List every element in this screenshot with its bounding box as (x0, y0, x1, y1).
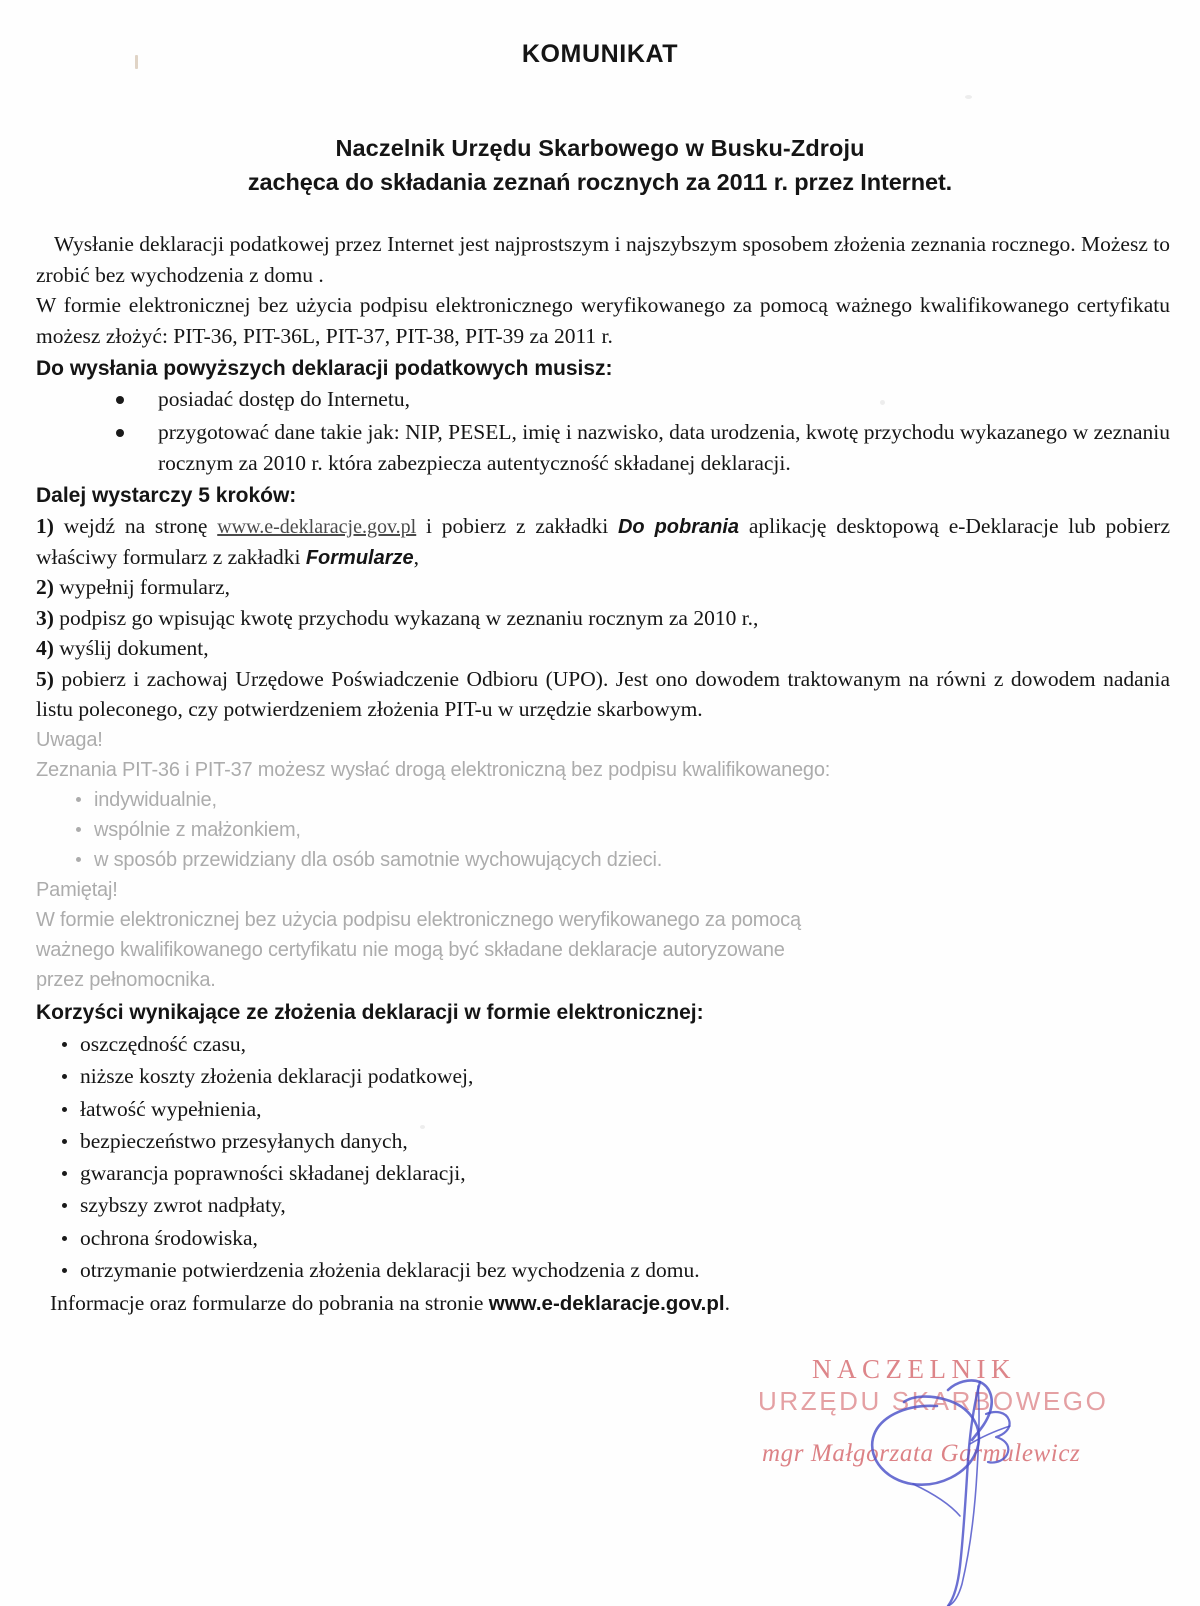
step-text-after: aplikację desktopową e-Deklaracje lub pobierz właściwy formularz z zakładki (36, 514, 1171, 569)
step-item-5 (36, 664, 1170, 725)
step-text: podpisz go wpisując kwotę przychodu wykazaną w zeznaniu rocznym za 2010 r., (53, 605, 759, 630)
step-text: wyślij dokument, (53, 636, 209, 661)
step-item-3 (36, 603, 1170, 634)
benefits-list (36, 1028, 1170, 1286)
edeklaracje-link[interactable]: www.e-deklaracje.gov.pl (217, 516, 417, 539)
uwaga-list (36, 785, 1170, 875)
step-text: wypełnij formularz, (53, 575, 231, 600)
office-heading-line-2: zachęca do składania zeznań rocznych za 2011 r. przez Internet. (247, 169, 953, 196)
page-title: KOMUNIKAT (521, 40, 679, 68)
uwaga-label: Uwaga! (36, 728, 103, 751)
office-heading-line-1: Naczelnik Urzędu Skarbowego w Busku-Zdroju (335, 135, 865, 161)
stamp-line-name: mgr Małgorzata Garmulewicz (762, 1440, 1081, 1467)
list-item: wspólnie z małżonkiem, (72, 815, 1170, 845)
list-item: gwarancja poprawności składanej deklaracji, (60, 1157, 1170, 1189)
list-item: szybszy zwrot nadpłaty, (60, 1189, 1170, 1221)
document-body (0, 229, 1200, 1319)
steps-list (36, 511, 1170, 725)
pamietaj-line-3: przez pełnomocnika. (36, 968, 216, 991)
step-text-mid: i pobierz z zakładki (416, 514, 618, 539)
list-item: indywidualnie, (72, 785, 1170, 815)
tab-name-do-pobrania: Do pobrania (617, 516, 740, 539)
list-item: w sposób przewidziany dla osób samotnie wychowujących dzieci. (72, 845, 1170, 875)
step-text-end: , (413, 544, 420, 569)
scan-speck (965, 95, 972, 99)
uwaga-text: Zeznania PIT-36 i PIT-37 możesz wysłać drogą elektroniczną bez podpisu kwalifikowanego: (36, 758, 831, 781)
list-item: oszczędność czasu, (60, 1028, 1170, 1060)
intro-paragraph-1: Wysłanie deklaracji podatkowej przez Internet jest najprostszym i najszybszym sposobem złożenia zeznania rocznego. Możesz to zrobić bez wychodzenia z domu . (36, 232, 1170, 287)
step-number: 1) (36, 514, 54, 539)
closing-text-before: Informacje oraz formularze do pobrania na stronie (50, 1291, 489, 1316)
stamp-line-naczelnik: NACZELNIK (812, 1354, 1016, 1384)
step-text-before-link: wejdź na stronę (53, 514, 218, 539)
pamietaj-line-1: W formie elektronicznej bez użycia podpisu elektronicznego weryfikowanego za pomocą (36, 908, 801, 931)
pamietaj-label: Pamiętaj! (36, 878, 118, 901)
closing-site: www.e-deklaracje.gov.pl (488, 1292, 725, 1316)
list-item: przygotować dane takie jak: NIP, PESEL, imię i nazwisko, data urodzenia, kwotę przychodu wykazanego w zeznaniu rocznym za 2010 r. która zabezpiecza autentyczność składanej deklaracji. (116, 417, 1170, 478)
list-item: ochrona środowiska, (60, 1222, 1170, 1254)
step-item-2 (36, 572, 1170, 603)
step-number: 3) (36, 605, 54, 630)
list-item: bezpieczeństwo przesyłanych danych, (60, 1125, 1170, 1157)
step-number: 4) (36, 636, 54, 661)
requirements-list (36, 384, 1170, 478)
benefits-heading: Korzyści wynikające ze złożenia deklaracji w formie elektronicznej: (36, 1000, 704, 1024)
list-item: otrzymanie potwierdzenia złożenia deklaracji bez wychodzenia z domu. (60, 1254, 1170, 1286)
pamietaj-line-2: ważnego kwalifikowanego certyfikatu nie mogą być składane deklaracje autoryzowane (36, 938, 785, 961)
closing-text-after: . (724, 1291, 730, 1316)
step-number: 2) (36, 575, 54, 600)
list-item: posiadać dostęp do Internetu, (116, 384, 1170, 415)
intro-paragraph-2: W formie elektronicznej bez użycia podpisu elektronicznego weryfikowanego za pomocą ważnego kwalifikowanego certyfikatu możesz złożyć: PIT-36, PIT-36L, PIT-37, PIT-38, PIT-39 za 2011 r. (36, 293, 1170, 348)
notice-block (36, 725, 1170, 995)
tab-name-formularze: Formularze (305, 546, 414, 569)
step-text: pobierz i zachowaj Urzędowe Poświadczenie Odbioru (UPO). Jest ono dowodem traktowanym na równi z dowodem nadania listu poleconego, czy potwierdzeniem złożenia PIT-u w urzędzie skarbowym. (36, 666, 1170, 722)
list-item: niższe koszty złożenia deklaracji podatkowej, (60, 1060, 1170, 1092)
step-item-4 (36, 633, 1170, 664)
signature-block (700, 1300, 1160, 1606)
list-item: łatwość wypełnienia, (60, 1093, 1170, 1125)
scan-speck (135, 55, 138, 69)
steps-heading: Dalej wystarczy 5 kroków: (36, 484, 297, 508)
requirements-heading: Do wysłania powyższych deklaracji podatkowych musisz: (36, 357, 613, 381)
office-heading (0, 131, 1200, 199)
stamp-line-urzedu-skarbowego: URZĘDU SKARBOWEGO (758, 1386, 1109, 1416)
step-item-1 (36, 511, 1170, 572)
step-number: 5) (36, 666, 54, 691)
